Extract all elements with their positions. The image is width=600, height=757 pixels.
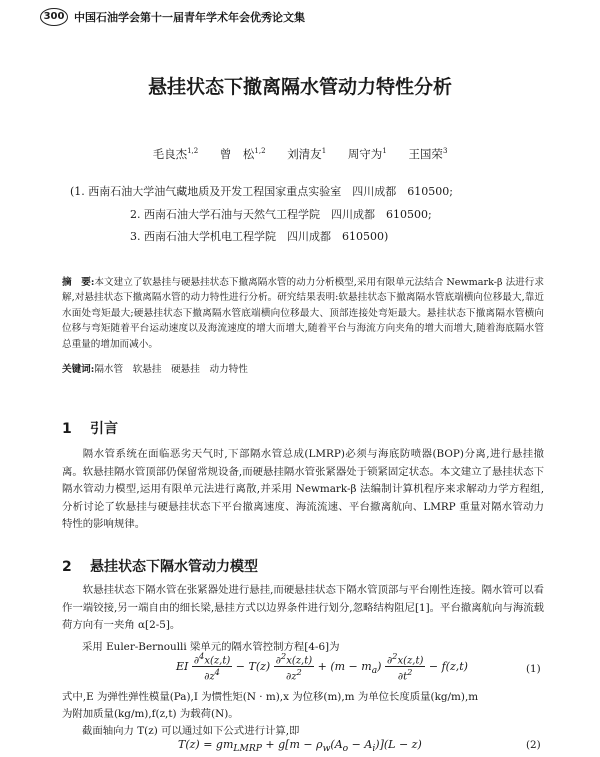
equation-2: $T(z) = gm_{LMRP} + g[m - \rho_w(A_o - A_i)](L - z)$ <box>178 738 422 755</box>
author: 周守为$^1$ <box>347 147 387 161</box>
equation-1: EI $\frac{\partial^4x(z,t)}{\partial z^4}$ − T(z) $\frac{\partial^2x(z,t)}{\partial z^2}$ + $(m - m_a)$ $\frac{\partial^2x(z,t)}{\partial t^2}$ − f(z,t) <box>176 651 468 683</box>
journal-title: 中国石油学会第十一届青年学术年会优秀论文集 <box>74 11 305 24</box>
page-number: 300 <box>40 8 68 26</box>
equation-2-intro: 截面轴向力 T(z) 可以通过如下公式进行计算,即 <box>82 725 300 737</box>
equation-1-number: (1) <box>526 663 541 675</box>
section-heading-2: 2 悬挂状态下隔水管动力模型 <box>62 559 258 575</box>
abstract-label: 摘 要: <box>62 277 95 288</box>
where-clause-cont: 为附加质量(kg/m),f(z,t) 为载荷(N)。 <box>62 708 239 720</box>
author: 王国荣$^3$ <box>408 147 448 161</box>
where-clause: 式中,E 为弹性弹性模量(Pa),I 为惯性矩(N · m),x 为位移(m),m 为单位长度质量(kg/m),m <box>62 691 479 703</box>
author: 曾 松$^{1,2}$ <box>219 147 266 161</box>
keywords-text: 隔水管 软悬挂 硬悬挂 动力特性 <box>94 364 248 375</box>
section-heading-1: 1 引言 <box>62 421 118 437</box>
author-list <box>0 146 600 162</box>
author: 毛良杰$^{1,2}$ <box>152 147 199 161</box>
affiliation-1: (1. 西南石油大学油气藏地质及开发工程国家重点实验室 四川成都 610500; <box>70 185 453 198</box>
paper-title: 悬挂状态下撤离隔水管动力特性分析 <box>147 76 452 98</box>
equation-intro: 采用 Euler-Bernoulli 梁单元的隔水管控制方程[4-6]为 <box>82 641 340 653</box>
section-1-paragraph: 隔水管系统在面临恶劣天气时,下部隔水管总成(LMRP)必须与海底防喷器(BOP)分离,进行悬挂撤离。软悬挂隔水管顶部仍保留常规设备,而硬悬挂隔水管张紧器处于锁紧固定状态。本文建立了悬挂状态下隔水管动力模型,运用有限单元法进行离散,并采用 Newmark-β 法编制计算机程序来求解动力学方程组,分析讨论了软悬挂与硬悬挂状态下平台撤离速度、海流流速、平台撤离航向、LMRP 重量对隔水管动力特性的影响规律。 <box>62 448 544 531</box>
affiliation-2: 2. 西南石油大学石油与天然气工程学院 四川成都 610500; <box>130 208 432 221</box>
abstract <box>62 275 544 352</box>
keywords-label: 关键词: <box>62 364 95 375</box>
affiliation-3: 3. 西南石油大学机电工程学院 四川成都 610500) <box>130 230 389 243</box>
equation-2-number: (2) <box>526 739 541 751</box>
keywords <box>62 361 248 375</box>
section-2-paragraph: 软悬挂状态下隔水管在张紧器处进行悬挂,而硬悬挂状态下隔水管顶部与平台刚性连接。隔水管可以看作一端铰接,另一端自由的细长梁,悬挂方式以边界条件进行划分,忽略结构阻尼[1]。平台撤离航向与海流载荷方向有一夹角 α[2-5]。 <box>62 584 544 632</box>
abstract-text: 本文建立了软悬挂与硬悬挂状态下撤离隔水管的动力分析模型,采用有限单元法结合 Newmark-β 法进行求解,对悬挂状态下撤离隔水管的动力特性进行分析。研究结果表明:软悬挂状态下撤离隔水管底端横向位移最大,靠近水面处弯矩最大;硬悬挂状态下撤离隔水管底端横向位移最大、顶部连接处弯矩最大。悬挂状态下撤离隔水管横向位移与弯矩随着平台运动速度以及海流速度的增大而增大,随着平台与海流方向夹角的增大而增大,随着海底隔水管总重量的增加而减小。 <box>62 277 544 350</box>
author: 刘清友$^1$ <box>287 147 327 161</box>
running-header <box>40 8 580 32</box>
